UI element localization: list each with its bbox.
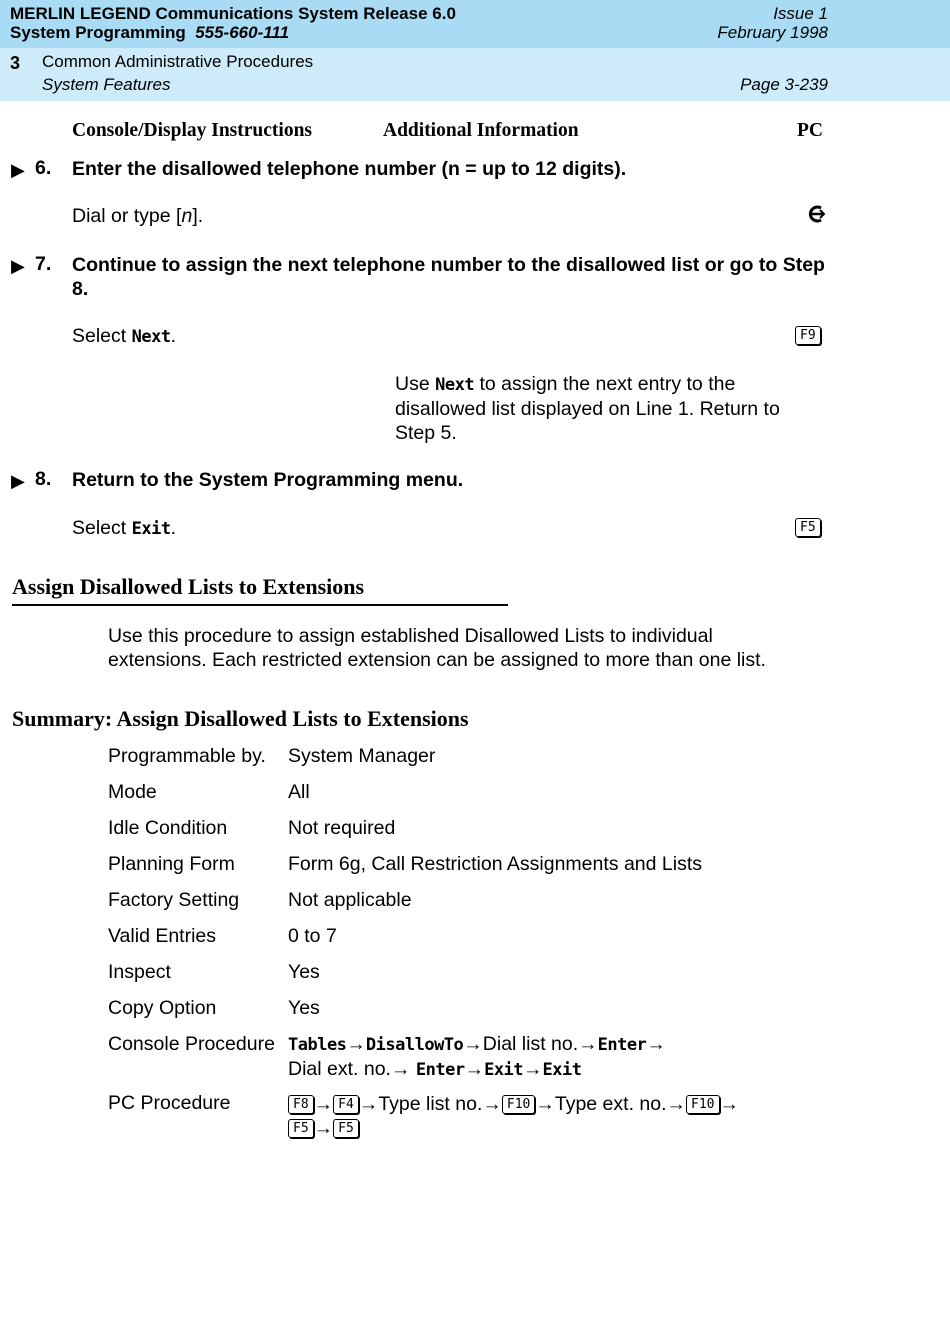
summary-value: Not applicable: [288, 889, 412, 911]
step-number: 6.: [35, 157, 52, 179]
column-heading-pc: PC: [797, 120, 823, 141]
step-text: Return to the System Programming menu.: [72, 469, 464, 491]
doc-number: 555-660-111: [195, 23, 290, 42]
step-pointer-icon: ▶: [11, 160, 25, 180]
pc-key: F5: [288, 1119, 314, 1138]
chapter-number: 3: [10, 53, 21, 73]
summary-label: Valid Entries: [108, 925, 217, 947]
section-intro: Use this procedure to assign established Disallowed Lists to individual extensions. Each restricted extension can be assigned to more than one list.: [108, 625, 766, 671]
step-instruction: Select Exit.: [72, 517, 176, 539]
column-heading-console: Console/Display Instructions: [72, 120, 312, 141]
summary-label: Mode: [108, 781, 157, 803]
pc-procedure: F8 → F4 →Type list no.→ F10 →Type ext. no.→ F10 → F5 → F5: [288, 1092, 739, 1140]
summary-title: Summary: Assign Disallowed Lists to Extensions: [12, 706, 469, 731]
summary-label: Factory Setting: [108, 889, 240, 911]
summary-value: 0 to 7: [288, 925, 337, 947]
summary-value: All: [288, 781, 310, 803]
step-number: 7.: [35, 253, 52, 275]
page-number: Page 3-239: [740, 75, 828, 94]
step-pointer-icon: ▶: [11, 256, 25, 276]
pc-key: F8: [288, 1095, 314, 1114]
summary-label-pc: PC Procedure: [108, 1092, 231, 1114]
summary-value: Yes: [288, 961, 320, 983]
summary-label: Planning Form: [108, 853, 235, 875]
step-instruction: Select Next.: [72, 325, 176, 347]
section-divider: [12, 604, 508, 606]
summary-value: Form 6g, Call Restriction Assignments and Lists: [288, 853, 702, 875]
pc-key: F10: [502, 1095, 535, 1114]
issue-label: Issue 1: [773, 4, 828, 23]
console-procedure: Tables→DisallowTo→Dial list no.→Enter→ Dial ext. no.→ Enter→Exit→Exit: [288, 1033, 666, 1080]
step-pointer-icon: ▶: [11, 471, 25, 491]
summary-value: Not required: [288, 817, 396, 839]
summary-label: Copy Option: [108, 997, 217, 1019]
step-instruction: Dial or type [n].: [72, 205, 204, 227]
summary-label: Inspect: [108, 961, 171, 983]
summary-value: Yes: [288, 997, 320, 1019]
doc-subtitle: System Programming 555-660-111: [10, 23, 290, 42]
summary-label: Idle Condition: [108, 817, 228, 839]
doc-title: MERLIN LEGEND Communications System Release 6.0: [10, 4, 456, 23]
column-heading-additional: Additional Information: [383, 120, 579, 141]
summary-value: System Manager: [288, 745, 436, 767]
section-name: System Features: [42, 75, 171, 94]
additional-info: Use Next to assign the next entry to the disallowed list displayed on Line 1. Return to Step 5.: [395, 373, 780, 444]
step-number: 8.: [35, 468, 52, 490]
step-text: Continue to assign the next telephone number to the disallowed list or go to Step 8.: [72, 254, 825, 300]
pc-key: F4: [333, 1095, 359, 1114]
chapter-title: Common Administrative Procedures: [42, 52, 314, 71]
section-title: Assign Disallowed Lists to Extensions: [12, 574, 365, 599]
return-key-icon: [806, 205, 826, 223]
pc-key: F10: [686, 1095, 719, 1114]
summary-label: Programmable by.: [108, 745, 266, 767]
step-text: Enter the disallowed telephone number (n = up to 12 digits).: [72, 158, 627, 180]
summary-label-console: Console Procedure: [108, 1033, 275, 1055]
pc-key: F5: [333, 1119, 359, 1138]
pc-key-f9: F9: [795, 326, 821, 346]
issue-date: February 1998: [717, 23, 828, 42]
pc-key-f5: F5: [795, 518, 821, 538]
